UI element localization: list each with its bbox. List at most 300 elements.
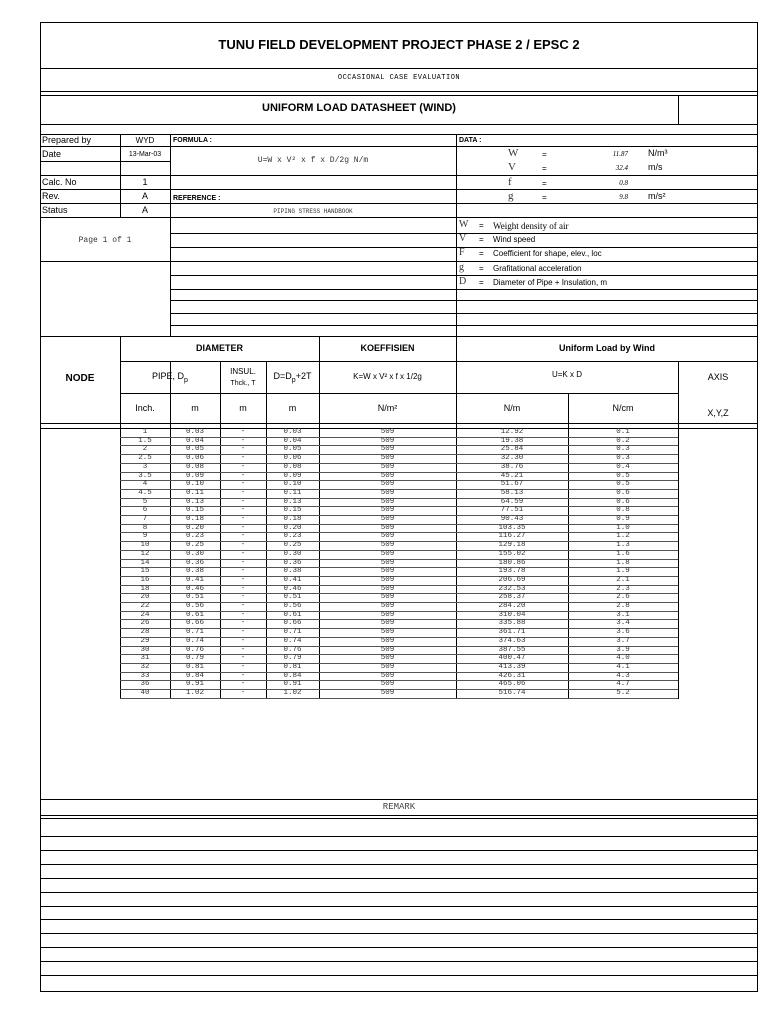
table-cell: 12 bbox=[140, 549, 150, 558]
table-cell: 0.51 bbox=[185, 593, 204, 602]
table-cell: 0.9 bbox=[616, 515, 630, 523]
table-cell: 3.4 bbox=[616, 619, 630, 628]
table-cell: 3 bbox=[142, 462, 148, 471]
legend-equals: = bbox=[479, 278, 484, 287]
table-cell: 0.84 bbox=[185, 671, 204, 680]
diameter-header: DIAMETER bbox=[196, 343, 243, 353]
table-cell: - bbox=[240, 428, 246, 436]
table-cell: 509 bbox=[380, 428, 395, 436]
table-cell: 0.08 bbox=[283, 462, 302, 471]
table-cell: 0.18 bbox=[283, 515, 302, 523]
table-cell: 2 bbox=[142, 445, 148, 454]
d-formula-header: $D=D_p+2T$ bbox=[273, 371, 312, 384]
table-cell: - bbox=[240, 654, 246, 663]
table-cell: 509 bbox=[380, 645, 395, 654]
table-cell: 0.36 bbox=[185, 558, 204, 567]
table-cell: - bbox=[240, 636, 246, 645]
table-cell: 509 bbox=[380, 471, 395, 480]
table-cell: 310.04 bbox=[498, 610, 526, 619]
table-cell: 509 bbox=[380, 480, 395, 489]
table-cell: 0.61 bbox=[283, 610, 302, 619]
table-cell: 509 bbox=[380, 532, 395, 541]
table-cell: 103.35 bbox=[498, 523, 526, 532]
table-cell: 0.81 bbox=[283, 662, 302, 671]
table-cell: 361.71 bbox=[498, 628, 526, 637]
table-cell: 509 bbox=[380, 523, 395, 532]
table-cell: 206.69 bbox=[498, 575, 526, 584]
data-equals: = bbox=[542, 179, 547, 188]
table-cell: 387.55 bbox=[498, 645, 526, 654]
legend-equals: = bbox=[479, 235, 484, 244]
table-cell: 14 bbox=[140, 558, 150, 567]
reference-value: PIPING STRESS HANDBOOK bbox=[273, 208, 353, 215]
unit-k: N/m² bbox=[377, 403, 398, 413]
table-cell: 0.46 bbox=[185, 584, 204, 593]
table-cell: 2.8 bbox=[616, 602, 630, 610]
table-cell: - bbox=[240, 602, 246, 610]
legend-description: Diameter of Pipe + Insulation, m bbox=[493, 278, 608, 287]
table-cell: - bbox=[240, 584, 246, 593]
status-value: A bbox=[141, 205, 148, 215]
table-cell: 516.74 bbox=[498, 689, 526, 697]
table-cell: 9 bbox=[142, 532, 148, 541]
table-cell: 0.10 bbox=[283, 480, 302, 489]
table-cell: 129.18 bbox=[498, 541, 526, 550]
table-cell: 19.38 bbox=[500, 436, 524, 445]
table-cell: 2.3 bbox=[616, 584, 630, 593]
data-equals: = bbox=[542, 150, 547, 159]
data-equals: = bbox=[542, 193, 547, 202]
table-cell: 0.6 bbox=[616, 488, 630, 497]
unit-u-ncm: N/cm bbox=[612, 403, 634, 413]
prepared-by-value: WYD bbox=[135, 136, 155, 145]
legend-symbol: g bbox=[459, 262, 464, 273]
table-cell: 20 bbox=[140, 593, 150, 602]
data-equals: = bbox=[542, 164, 547, 173]
table-cell: 0.25 bbox=[185, 541, 204, 550]
table-cell: 413.39 bbox=[498, 662, 526, 671]
table-cell: 0.61 bbox=[185, 610, 204, 619]
unit-d-m: m bbox=[288, 403, 297, 413]
table-cell: 509 bbox=[380, 445, 395, 454]
table-cell: - bbox=[240, 619, 246, 628]
table-cell: 1.02 bbox=[185, 689, 204, 697]
table-cell: 509 bbox=[380, 575, 395, 584]
table-cell: 0.5 bbox=[616, 471, 630, 480]
table-cell: 38.76 bbox=[500, 462, 524, 471]
legend-symbol: F bbox=[459, 247, 465, 258]
legend-description: Grafitational acceleration bbox=[493, 264, 582, 273]
table-cell: 0.81 bbox=[185, 662, 204, 671]
table-cell: 3.7 bbox=[616, 636, 630, 645]
node-header: NODE bbox=[65, 373, 95, 384]
table-cell: 4.3 bbox=[616, 671, 630, 680]
table-cell: 32 bbox=[140, 662, 150, 671]
table-cell: 4.5 bbox=[138, 488, 152, 497]
unit-pipe-m: m bbox=[191, 403, 199, 413]
unit-inch: Inch. bbox=[135, 403, 155, 413]
table-cell: 24 bbox=[140, 610, 150, 619]
table-cell: 0.79 bbox=[185, 654, 204, 663]
table-cell: 0.13 bbox=[283, 497, 302, 506]
table-cell: 509 bbox=[380, 497, 395, 506]
remark-label: REMARK bbox=[382, 802, 416, 812]
table-cell: 25.84 bbox=[500, 445, 524, 454]
table-cell: - bbox=[240, 541, 246, 550]
table-cell: 509 bbox=[380, 610, 395, 619]
data-value: 0.8 bbox=[619, 179, 628, 187]
project-title: TUNU FIELD DEVELOPMENT PROJECT PHASE 2 / EPSC 2 bbox=[218, 37, 580, 52]
table-cell: 7 bbox=[142, 515, 148, 523]
table-cell: 32.30 bbox=[500, 454, 524, 463]
table-cell: - bbox=[240, 445, 246, 454]
remark-line bbox=[40, 892, 758, 893]
data-symbol: W bbox=[508, 147, 519, 159]
axis-header: AXIS bbox=[707, 372, 729, 382]
table-cell: 8 bbox=[142, 523, 148, 532]
table-cell: 1 bbox=[142, 428, 148, 436]
table-cell: 155.02 bbox=[498, 549, 526, 558]
table-cell: 4.0 bbox=[616, 654, 630, 663]
legend-description: Weight density of air bbox=[493, 221, 569, 231]
date-label: Date bbox=[42, 149, 62, 159]
legend-equals: = bbox=[479, 249, 484, 258]
table-cell: 0.23 bbox=[185, 532, 204, 541]
table-cell: 5 bbox=[142, 497, 148, 506]
table-cell: 40 bbox=[140, 689, 150, 697]
calc-no-label: Calc. No bbox=[42, 177, 77, 187]
table-cell: 0.3 bbox=[616, 445, 630, 454]
table-cell: 51.67 bbox=[500, 480, 524, 489]
table-cell: 509 bbox=[380, 549, 395, 558]
table-cell: - bbox=[240, 480, 246, 489]
table-cell: 0.74 bbox=[185, 636, 204, 645]
table-cell: - bbox=[240, 549, 246, 558]
table-cell: 22 bbox=[140, 602, 150, 610]
data-symbol: g bbox=[508, 190, 514, 202]
rev-label: Rev. bbox=[42, 191, 60, 201]
table-cell: 1.5 bbox=[138, 436, 152, 445]
table-cell: 4.7 bbox=[616, 680, 630, 689]
table-cell: - bbox=[240, 462, 246, 471]
table-cell: - bbox=[240, 593, 246, 602]
formula-expression: U=W x V² x f x D/2g N/m bbox=[257, 156, 369, 165]
table-cell: 0.38 bbox=[185, 567, 204, 576]
table-cell: 0.66 bbox=[185, 619, 204, 628]
data-value: 32.4 bbox=[615, 164, 628, 172]
remark-line bbox=[40, 878, 758, 879]
table-cell: 509 bbox=[380, 567, 395, 576]
table-cell: 400.47 bbox=[498, 654, 526, 663]
table-cell: 1.9 bbox=[616, 567, 630, 576]
table-cell: 374.63 bbox=[498, 636, 526, 645]
table-cell: 1.6 bbox=[616, 549, 630, 558]
table-cell: 29 bbox=[140, 636, 150, 645]
page-number: Page 1 of 1 bbox=[78, 236, 132, 245]
table-cell: 284.20 bbox=[498, 602, 526, 610]
reference-label: REFERENCE : bbox=[173, 195, 221, 202]
table-cell: 0.20 bbox=[283, 523, 302, 532]
table-cell: 0.76 bbox=[185, 645, 204, 654]
table-cell: 509 bbox=[380, 436, 395, 445]
table-cell: 0.09 bbox=[283, 471, 302, 480]
table-cell: 0.41 bbox=[185, 575, 204, 584]
table-cell: 509 bbox=[380, 662, 395, 671]
case-title: OCCASIONAL CASE EVALUATION bbox=[337, 74, 461, 82]
unit-insul-m: m bbox=[239, 403, 247, 413]
k-formula-header: K=W x V² x f x 1/2g bbox=[353, 372, 422, 381]
remark-line bbox=[40, 961, 758, 962]
legend-equals: = bbox=[479, 221, 484, 230]
table-cell: 258.37 bbox=[498, 593, 526, 602]
u-formula-header: U=K x D bbox=[551, 370, 582, 379]
remark-line bbox=[40, 919, 758, 920]
table-cell: 0.04 bbox=[283, 436, 302, 445]
table-cell: 0.09 bbox=[185, 471, 204, 480]
table-cell: - bbox=[240, 671, 246, 680]
table-cell: 0.03 bbox=[283, 428, 302, 436]
table-cell: 0.8 bbox=[616, 506, 630, 515]
table-cell: 232.53 bbox=[498, 584, 526, 593]
table-cell: - bbox=[240, 628, 246, 637]
table-cell: 4.1 bbox=[616, 662, 630, 671]
legend-equals: = bbox=[479, 264, 484, 273]
table-cell: 509 bbox=[380, 593, 395, 602]
formula-label: FORMULA : bbox=[173, 137, 213, 144]
table-cell: - bbox=[240, 662, 246, 671]
table-cell: 0.11 bbox=[185, 488, 204, 497]
table-cell: 77.51 bbox=[500, 506, 524, 515]
insul-header: INSUL. Thck., T bbox=[230, 367, 256, 387]
sheet-title: UNIFORM LOAD DATASHEET (WIND) bbox=[262, 102, 456, 114]
status-label: Status bbox=[42, 205, 68, 215]
table-cell: 509 bbox=[380, 619, 395, 628]
table-cell: 0.08 bbox=[185, 462, 204, 471]
table-cell: 28 bbox=[140, 628, 150, 637]
table-cell: 31 bbox=[140, 654, 150, 663]
table-cell: - bbox=[240, 689, 246, 697]
table-cell: - bbox=[240, 680, 246, 689]
table-cell: - bbox=[240, 645, 246, 654]
table-cell: 3.1 bbox=[616, 610, 630, 619]
table-cell: 0.6 bbox=[616, 497, 630, 506]
table-cell: - bbox=[240, 488, 246, 497]
table-cell: 2.1 bbox=[616, 575, 630, 584]
table-cell: 0.06 bbox=[185, 454, 204, 463]
data-unit: m/s bbox=[648, 162, 663, 172]
date-value: 13-Mar-03 bbox=[128, 151, 162, 158]
table-cell: - bbox=[240, 454, 246, 463]
table-cell: 509 bbox=[380, 636, 395, 645]
table-cell: 0.5 bbox=[616, 480, 630, 489]
table-cell: 0.56 bbox=[185, 602, 204, 610]
data-label: DATA : bbox=[459, 137, 482, 144]
table-cell: 45.21 bbox=[500, 471, 524, 480]
table-cell: 116.27 bbox=[498, 532, 526, 541]
data-unit: m/s² bbox=[648, 191, 666, 201]
table-cell: 0.11 bbox=[283, 488, 302, 497]
table-cell: - bbox=[240, 575, 246, 584]
remark-line bbox=[40, 836, 758, 837]
table-cell: - bbox=[240, 506, 246, 515]
table-cell: - bbox=[240, 515, 246, 523]
table-cell: 335.88 bbox=[498, 619, 526, 628]
table-cell: 15 bbox=[140, 567, 150, 576]
table-cell: 0.56 bbox=[283, 602, 302, 610]
table-row-line bbox=[120, 698, 678, 699]
table-cell: 509 bbox=[380, 654, 395, 663]
data-unit: N/m³ bbox=[648, 148, 668, 158]
table-cell: 90.43 bbox=[500, 515, 524, 523]
table-cell: 0.91 bbox=[185, 680, 204, 689]
table-cell: 509 bbox=[380, 488, 395, 497]
table-cell: 18 bbox=[140, 584, 150, 593]
table-cell: - bbox=[240, 436, 246, 445]
table-cell: 0.51 bbox=[283, 593, 302, 602]
table-cell: 0.38 bbox=[283, 567, 302, 576]
data-value: 11.87 bbox=[612, 150, 628, 158]
table-cell: 0.10 bbox=[185, 480, 204, 489]
table-cell: 0.74 bbox=[283, 636, 302, 645]
remark-line bbox=[40, 947, 758, 948]
table-cell: 12.92 bbox=[500, 428, 524, 436]
table-cell: 0.05 bbox=[185, 445, 204, 454]
legend-symbol: D bbox=[459, 276, 467, 287]
table-cell: 0.41 bbox=[283, 575, 302, 584]
table-cell: 1.0 bbox=[616, 523, 630, 532]
table-cell: 0.79 bbox=[283, 654, 302, 663]
table-cell: 0.05 bbox=[283, 445, 302, 454]
table-cell: 0.84 bbox=[283, 671, 302, 680]
table-cell: 0.04 bbox=[185, 436, 204, 445]
table-cell: 0.20 bbox=[185, 523, 204, 532]
table-cell: 3.6 bbox=[616, 628, 630, 637]
table-cell: 0.4 bbox=[616, 462, 630, 471]
koeffisien-header: KOEFFISIEN bbox=[360, 343, 415, 353]
table-cell: 1.2 bbox=[616, 532, 630, 541]
table-cell: 0.36 bbox=[283, 558, 302, 567]
remark-line bbox=[40, 933, 758, 934]
table-cell: 2.5 bbox=[138, 454, 152, 463]
remark-line bbox=[40, 906, 758, 907]
table-cell: 1.3 bbox=[616, 541, 630, 550]
table-cell: 30 bbox=[140, 645, 150, 654]
table-cell: 509 bbox=[380, 506, 395, 515]
table-cell: 0.18 bbox=[185, 515, 204, 523]
table-cell: - bbox=[240, 610, 246, 619]
table-cell: 1.02 bbox=[283, 689, 302, 697]
prepared-by-label: Prepared by bbox=[42, 135, 92, 145]
table-cell: 509 bbox=[380, 680, 395, 689]
legend-symbol: W bbox=[459, 219, 469, 230]
table-cell: - bbox=[240, 471, 246, 480]
table-cell: 0.3 bbox=[616, 454, 630, 463]
remark-line bbox=[40, 864, 758, 865]
table-cell: 33 bbox=[140, 671, 150, 680]
table-cell: 509 bbox=[380, 541, 395, 550]
uniform-load-header: Uniform Load by Wind bbox=[559, 343, 655, 353]
table-cell: 0.13 bbox=[185, 497, 204, 506]
remark-line bbox=[40, 818, 758, 819]
legend-description: Wind speed bbox=[493, 235, 536, 244]
table-cell: 0.23 bbox=[283, 532, 302, 541]
table-cell: 0.71 bbox=[185, 628, 204, 637]
table-cell: 509 bbox=[380, 689, 395, 697]
table-cell: 5.2 bbox=[616, 689, 630, 697]
remark-line bbox=[40, 975, 758, 976]
table-cell: 4 bbox=[142, 480, 148, 489]
table-cell: - bbox=[240, 497, 246, 506]
table-cell: 193.78 bbox=[498, 567, 526, 576]
legend-symbol: V bbox=[459, 233, 467, 244]
table-cell: 6 bbox=[142, 506, 148, 515]
table-cell: 180.86 bbox=[498, 558, 526, 567]
data-value: 9.8 bbox=[619, 193, 628, 201]
table-cell: 0.46 bbox=[283, 584, 302, 593]
table-cell: 0.76 bbox=[283, 645, 302, 654]
table-cell: 26 bbox=[140, 619, 150, 628]
table-cell: 16 bbox=[140, 575, 150, 584]
table-cell: - bbox=[240, 567, 246, 576]
table-cell: 64.59 bbox=[500, 497, 524, 506]
table-cell: - bbox=[240, 523, 246, 532]
data-symbol: V bbox=[508, 161, 516, 173]
table-cell: 58.13 bbox=[500, 488, 524, 497]
table-cell: 0.91 bbox=[283, 680, 302, 689]
table-cell: 0.30 bbox=[185, 549, 204, 558]
table-cell: 0.15 bbox=[185, 506, 204, 515]
rev-value: A bbox=[141, 191, 148, 201]
table-cell: 509 bbox=[380, 584, 395, 593]
table-cell: 0.25 bbox=[283, 541, 302, 550]
table-cell: 3.9 bbox=[616, 645, 630, 654]
table-cell: 509 bbox=[380, 602, 395, 610]
table-cell: - bbox=[240, 532, 246, 541]
calc-no-value: 1 bbox=[142, 177, 148, 187]
table-cell: 0.30 bbox=[283, 549, 302, 558]
data-symbol: f bbox=[508, 176, 512, 188]
table-cell: 0.1 bbox=[616, 428, 630, 436]
table-cell: 426.31 bbox=[498, 671, 526, 680]
legend-description: Coefficient for shape, elev., loc bbox=[493, 249, 602, 258]
table-cell: 0.2 bbox=[616, 436, 630, 445]
pipe-header: PIPE, $D_p$ bbox=[152, 371, 188, 384]
table-cell: 36 bbox=[140, 680, 150, 689]
table-cell: 0.03 bbox=[185, 428, 204, 436]
table-cell: 509 bbox=[380, 558, 395, 567]
remark-line bbox=[40, 815, 758, 816]
table-cell: 465.06 bbox=[498, 680, 526, 689]
table-cell: 0.06 bbox=[283, 454, 302, 463]
table-cell: 509 bbox=[380, 454, 395, 463]
table-cell: 509 bbox=[380, 628, 395, 637]
table-cell: 0.15 bbox=[283, 506, 302, 515]
table-cell: - bbox=[240, 558, 246, 567]
table-cell: 509 bbox=[380, 671, 395, 680]
axis-sub-header: X,Y,Z bbox=[707, 408, 729, 418]
table-cell: 509 bbox=[380, 462, 395, 471]
table-cell: 509 bbox=[380, 515, 395, 523]
table-cell: 1.8 bbox=[616, 558, 630, 567]
table-cell: 0.71 bbox=[283, 628, 302, 637]
table-column-line bbox=[678, 424, 679, 699]
table-cell: 0.66 bbox=[283, 619, 302, 628]
table-cell: 3.5 bbox=[138, 471, 152, 480]
remark-line bbox=[40, 850, 758, 851]
table-cell: 2.6 bbox=[616, 593, 630, 602]
unit-u-nm: N/m bbox=[503, 403, 521, 413]
table-cell: 10 bbox=[140, 541, 150, 550]
